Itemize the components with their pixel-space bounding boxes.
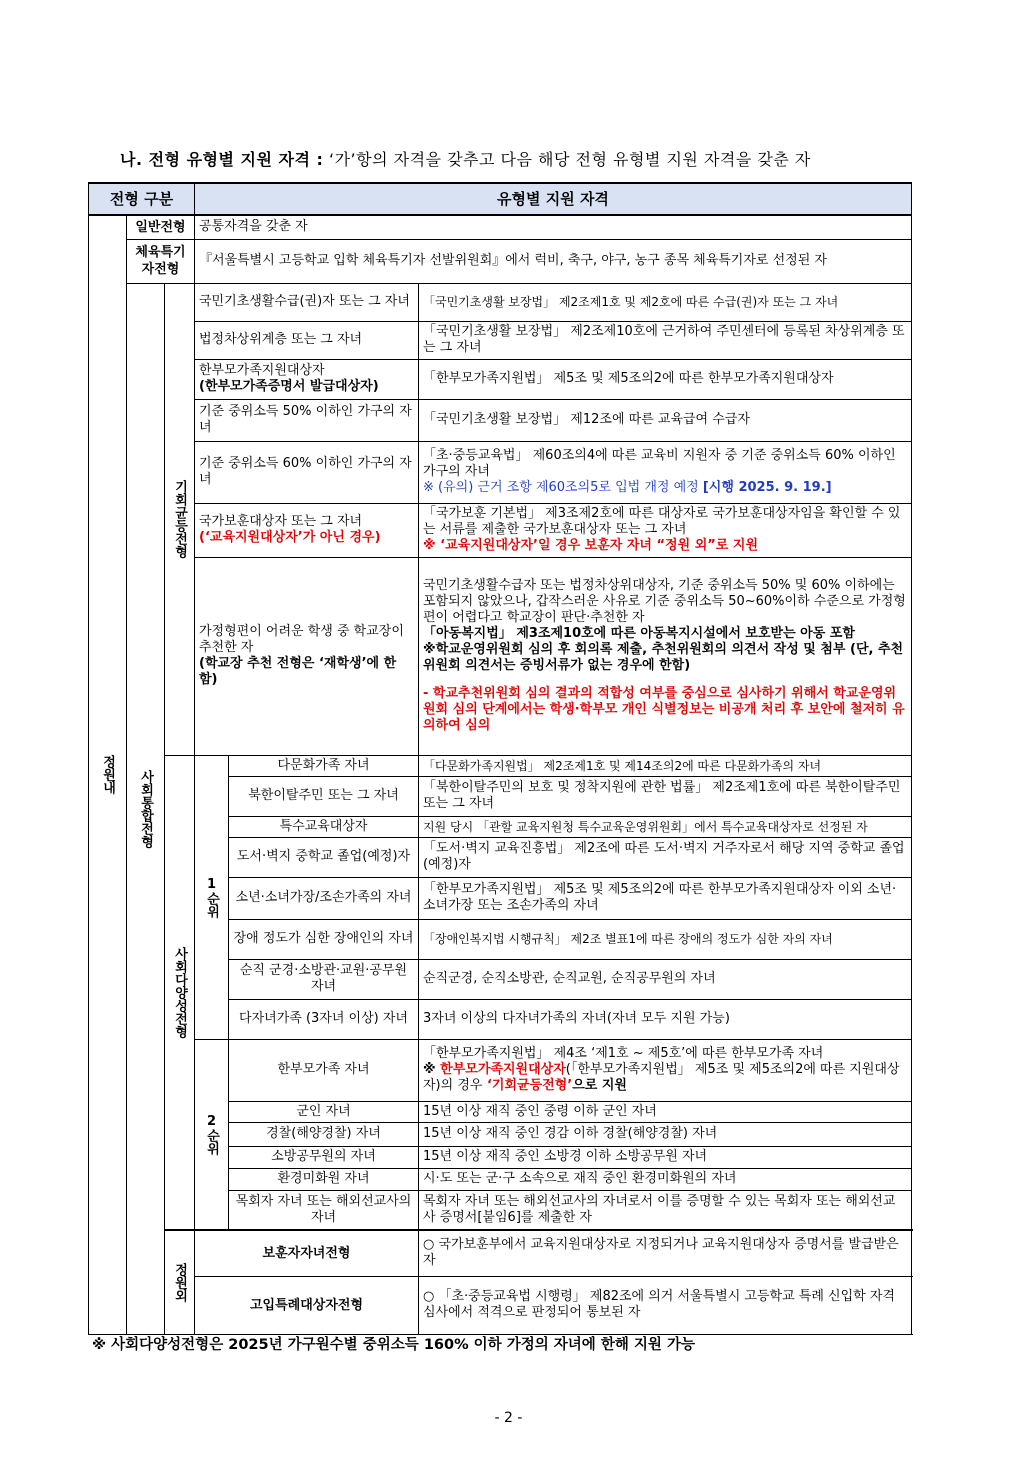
section-title: 나. 전형 유형별 지원 자격 : [120,150,324,169]
opp-desc-6: 국민기초생활수급자 또는 법정차상위대상자, 기준 중위소득 50% 및 60% 이하에는 포함되지 않았으나, 갑작스러운 사유로 기준 중위소득 50~60%이하 수준으로 가정형편이 어렵다고 학교장이 판단·추천한 자 「아동복지법」 제3조제10호에 따른 아동복지시설에서 보호받는 아동 포함 ※학교운영위원회 심의 후 회의록 제출, 추천위원회의 의견서 작성 및 첨부 (단, 추천위원회 의견서는 증빙서류가 없는 경우에 한함) - 학교추천위원회 심의 결과의 적합성 여부를 중심으로 심사하기 위해서 학교운영위원회 심의 단계에서는 학생·학부모 개인 식별정보는 비공개 처리 후 보안에 철저히 유의하여 심의 [419,557,912,755]
div2-desc-1: 15년 이상 재직 중인 중령 이하 군인 자녀 [419,1101,912,1122]
opp-desc-2: 「한부모가족지원법」 제5조 및 제5조의2에 따른 한부모가족지원대상자 [419,359,912,399]
div2-label-3: 소방공무원의 자녀 [229,1146,419,1168]
opp-desc-1: 「국민기초생활 보장법」 제2조제10호에 근거하여 주민센터에 등록된 차상위계층 또는 그 자녀 [419,321,912,359]
div1-desc-2: 지원 당시 「관할 교육지원청 특수교육운영위원회」에서 특수교육대상자로 선정된 자 [419,816,912,837]
opportunity-label: 기회균등전형 [165,283,195,755]
header-qualification: 유형별 지원 자격 [195,183,912,215]
opp-desc-4: 「초·중등교육법」 제60조의4에 따른 교육비 지원자 중 기준 중위소득 60% 이하인 가구의 자녀 ※ (유의) 근거 조항 제60조의5로 입법 개정 예정 [시행 2025. 9. 19.] [419,441,912,503]
div2-label-2: 경찰(해양경찰) 자녀 [229,1122,419,1146]
table-row [89,503,912,557]
footnote: ※ 사회다양성전형은 2025년 가구원수별 중위소득 160% 이하 가정의 자녀에 한해 지원 가능 [92,1337,695,1353]
table-row [89,215,912,239]
sports-label: 체육특기자전형 [127,239,195,283]
opp-label-3: 기준 중위소득 50% 이하인 가구의 자녀 [195,399,419,441]
opp-label-5: 국가보훈대상자 또는 그 자녀 (‘교육지원대상자’가 아닌 경우) [195,503,419,557]
table-row [89,359,912,399]
div1-label-2: 특수교육대상자 [229,816,419,837]
table-row [89,441,912,503]
div2-label-1: 군인 자녀 [229,1101,419,1122]
opp-desc-0: 「국민기초생활 보장법」 제2조제1호 및 제2호에 따른 수급(권)자 또는 그 자녀 [419,283,912,321]
div1-label-5: 장애 정도가 심한 장애인의 자녀 [229,919,419,959]
opp-desc-3: 「국민기초생활 보장법」 제12조에 따른 교육급여 수급자 [419,399,912,441]
div2-desc-2: 15년 이상 재직 중인 경감 이하 경찰(해양경찰) 자녀 [419,1122,912,1146]
table-row [89,399,912,441]
header-category: 전형 구분 [89,183,195,215]
general-label: 일반전형 [127,215,195,239]
general-desc: 공통자격을 갖춘 자 [195,215,912,239]
div1-label-1: 북한이탈주민 또는 그 자녀 [229,776,419,816]
div1-desc-1: 「북한이탈주민의 보호 및 정착지원에 관한 법률」 제2조제1호에 따른 북한이탈주민 또는 그 자녀 [419,776,912,816]
opp-label-1: 법정차상위계층 또는 그 자녀 [195,321,419,359]
opp-label-0: 국민기초생활수급(권)자 또는 그 자녀 [195,283,419,321]
div1-label-6: 순직 군경·소방관·교원·공무원 자녀 [229,959,419,999]
sports-desc: 『서울특별시 고등학교 입학 체육특기자 선발위원회』에서 럭비, 축구, 야구, 농구 종목 체육특기자로 선정된 자 [195,239,912,283]
div2-desc-0: 「한부모가족지원법」 제4조 ‘제1호 ~ 제5호’에 따른 한부모가족 자녀 ※ 한부모가족지원대상자(「한부모가족지원법」 제5조 및 제5조의2에 따른 지원대상자)의 경우 ‘기회균등전형’으로 지원 [419,1039,912,1101]
div2-desc-3: 15년 이상 재직 중인 소방경 이하 소방공무원 자녀 [419,1146,912,1168]
div1-desc-0: 「다문화가족지원법」 제2조제1호 및 제14조의2에 따른 다문화가족의 자녀 [419,755,912,776]
div2-label-4: 환경미화원 자녀 [229,1168,419,1190]
page-number: - 2 - [494,1410,523,1426]
section-heading [120,147,910,170]
table-header-row [89,183,912,215]
div1-desc-7: 3자녀 이상의 다자녀가족의 자녀(자녀 모두 지원 가능) [419,999,912,1039]
outside-label-0: 보훈자자녀전형 [195,1230,419,1276]
opp-desc-5: 「국가보훈 기본법」 제3조제2호에 따른 대상자로 국가보훈대상자임을 확인할 수 있는 서류를 제출한 국가보훈대상자 또는 그 자녀 ※ ‘교육지원대상자’일 경우 보훈자 자녀 “정원 외”로 지원 [419,503,912,557]
table-row [89,239,912,283]
outside-desc-0: ○ 국가보훈부에서 교육지원대상자로 지정되거나 교육지원대상자 증명서를 발급받은 자 [419,1230,912,1276]
jeongwon-oe-label: 정원외 [165,1230,195,1334]
diversity-label: 사회다양성전형 [165,755,195,1230]
table-row [89,1230,912,1276]
table-row [89,321,912,359]
div1-label-4: 소년·소녀가장/조손가족의 자녀 [229,877,419,919]
div1-label-7: 다자녀가족 (3자녀 이상) 자녀 [229,999,419,1039]
div2-label-0: 한부모가족 자녀 [229,1039,419,1101]
jeongwon-nae-text: 정원내 [100,755,115,795]
outside-label-1: 고입특례대상자전형 [195,1276,419,1334]
div1-desc-4: 「한부모가족지원법」 제5조 및 제5조의2에 따른 한부모가족지원대상자 이외 소년·소녀가장 또는 조손가족의 자녀 [419,877,912,919]
outside-desc-1: ○ 「초·중등교육법 시행령」 제82조에 의거 서울특별시 고등학교 특례 신입학 자격심사에서 적격으로 판정되어 통보된 자 [419,1276,912,1334]
div1-desc-6: 순직군경, 순직소방관, 순직교원, 순직공무원의 자녀 [419,959,912,999]
jeongwon-nae-label [89,215,127,1334]
div1-label-3: 도서·벽지 중학교 졸업(예정)자 [229,837,419,877]
div2-desc-4: 시·도 또는 군·구 소속으로 재직 중인 환경미화원의 자녀 [419,1168,912,1190]
div1-desc-5: 「장애인복지법 시행규칙」 제2조 별표1에 따른 장애의 정도가 심한 자의 자녀 [419,919,912,959]
div1-label-0: 다문화가족 자녀 [229,755,419,776]
table-row [89,283,912,321]
opp-label-2: 한부모가족지원대상자 (한부모가족증명서 발급대상자) [195,359,419,399]
table-row [89,1039,912,1101]
rank2-label: 2순위 [195,1039,229,1230]
table-row [89,557,912,755]
section-description: ‘가’항의 자격을 갖추고 다음 해당 전형 유형별 지원 자격을 갖춘 자 [328,150,811,169]
opp-label-4: 기준 중위소득 60% 이하인 가구의 자녀 [195,441,419,503]
div2-label-5: 목회자 자녀 또는 해외선교사의 자녀 [229,1190,419,1230]
rank1-label: 1순위 [195,755,229,1039]
div2-desc-5: 목회자 자녀 또는 해외선교사의 자녀로서 이를 증명할 수 있는 목회자 또는 해외선교사 증명서[붙임6]를 제출한 자 [419,1190,912,1230]
eligibility-table [88,182,912,1335]
opp-label-6: 가정형편이 어려운 학생 중 학교장이 추천한 자 (학교장 추천 전형은 ‘재학생’에 한함) [195,557,419,755]
table-row [89,755,912,776]
social-integration-label: 사회통합전형 [127,283,165,1334]
table-row [89,1276,912,1334]
div1-desc-3: 「도서·벽지 교육진흥법」 제2조에 따른 도서·벽지 거주자로서 해당 지역 중학교 졸업(예정)자 [419,837,912,877]
